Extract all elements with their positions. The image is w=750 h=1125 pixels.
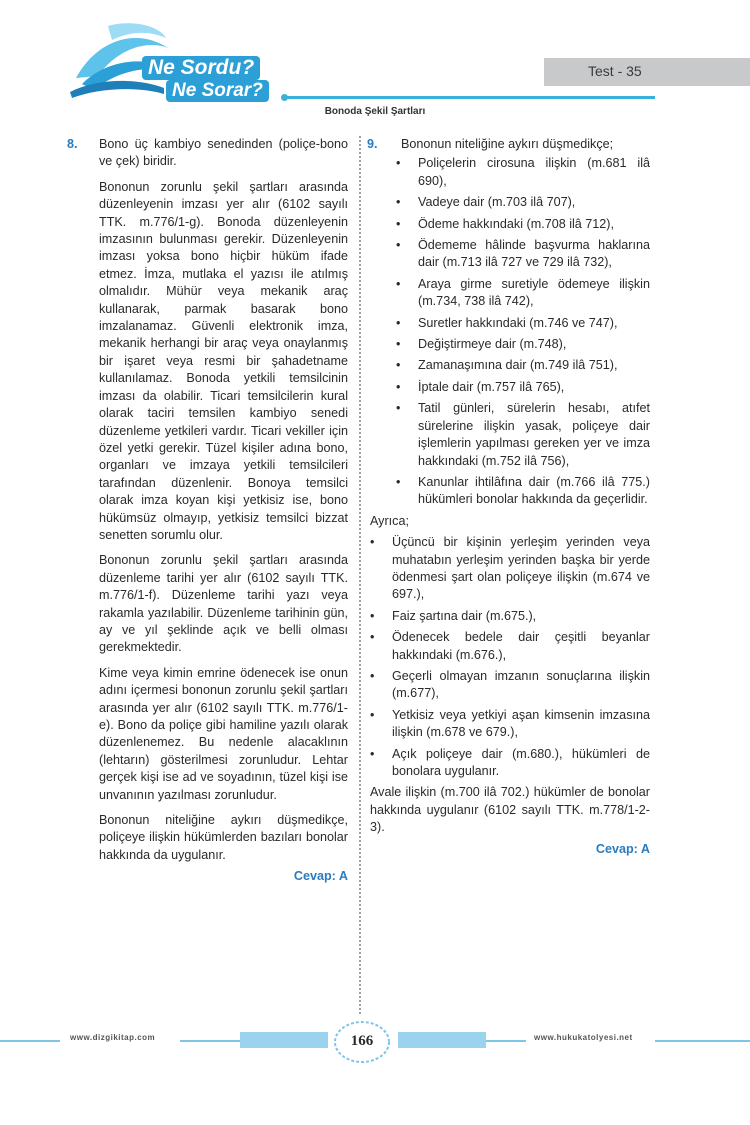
list-item: • Kanunlar ihtilâfına dair (m.766 ilâ 775.) hükümleri bonolar hakkında da geçerlidir.: [396, 474, 650, 507]
header-rule-dot: [281, 94, 288, 101]
question-intro: Bononun niteliğine aykırı düşmedikçe;: [401, 137, 614, 151]
list-item: • Ödememe hâlinde başvurma haklarına dair (m.713 ilâ 727 ve 729 ilâ 732),: [396, 238, 650, 270]
answer-label: Cevap: A: [595, 841, 650, 856]
footer-rule: [0, 1040, 60, 1042]
column-divider: [359, 136, 361, 1014]
list-item: • Açık poliçeye dair (m.680.), hükümleri de bonolara uygulanır.: [370, 746, 650, 778]
question-8: [67, 136, 348, 886]
paragraph: Bononun niteliğine aykırı düşmedikçe, poliçeye ilişkin hükümlerden bazıları bonolar hakkında da uygulanır.: [99, 813, 348, 862]
also-label: Ayrıca;: [370, 513, 409, 528]
list-item: • Faiz şartına dair (m.675.),: [370, 608, 537, 623]
list-item: • Ödenecek bedele dair çeşitli beyanlar hakkındaki (m.676.),: [370, 630, 650, 662]
question-9: [367, 136, 650, 858]
paragraph: Bononun zorunlu şekil şartları arasında düzenleyenin imzası yer alır (6102 sayılı TTK. m.776/1-g). Bonoda düzenleyenin imzasının bulunması gerekir. Düzenleyenin imzası yoksa bono hiçbir hüküm ifade etmez. İmza, mutlaka el yazısı ile atılmış olmalıdır. Mühür veya mekanik araç kullanarak, parmak basarak bono imzalanamaz. Güvenli elektronik imza, mekanik herhangi bir araç veya onaylanmış bir işaret veya resmi bir şahadetname kullanılamaz. Bonoda yetkili temsilcinin imzası da olabilir. Ticari temsilcilerin kural olarak taciri temsilen kambiyo senedi düzenleme yetkileri vardır. Ticari vekiller için özel yetki gerekir. Tüzel kişiler adına bono, organları ve imzaya yetkili temsilcileri tarafından düzenlenir. Bonoya temsilci olarak imza koyan kişi yetkisiz ise, bono hükümsüz olmayıp, yetkisiz temsilci bizzat senetten sorumlu olur.: [99, 179, 348, 542]
list-item: • Poliçelerin cirosuna ilişkin (m.681 ilâ 690),: [396, 156, 650, 188]
test-label: Test - 35: [588, 63, 642, 79]
footer-band-right: [398, 1032, 486, 1048]
footer-rule: [486, 1040, 526, 1042]
list-item: • Vadeye dair (m.703 ilâ 707),: [396, 195, 576, 210]
list-item: • Suretler hakkındaki (m.746 ve 747),: [396, 315, 618, 330]
test-label-box: [544, 58, 750, 86]
list-item: • Geçerli olmayan imzanın sonuçlarına ilişkin (m.677),: [370, 668, 650, 701]
publisher-logo: [68, 18, 298, 108]
footer-band-left: [240, 1032, 328, 1048]
list-item: • Ödeme hakkındaki (m.708 ilâ 712),: [396, 216, 615, 231]
footer-left-url: www.dizgikitap.com: [70, 1033, 156, 1042]
paragraph: Bono üç kambiyo senedinden (poliçe-bono ve çek) biridir.: [99, 137, 348, 169]
list-item: • Yetkisiz veya yetkiyi aşan kimsenin imzasına ilişkin (m.678 ve 679.),: [370, 707, 650, 740]
footer-right-url: www.hukukatolyesi.net: [534, 1033, 633, 1042]
paragraph: Bononun zorunlu şekil şartları arasında düzenleme tarihi yer alır (6102 sayılı TTK. m.776/1-f). Düzenleme tarihi yazı veya rakamla yazılabilir. Düzenleme tarihinin gün, ay ve yıl şeklinde açık ve belli olması gerekmektedir.: [99, 553, 348, 655]
list-item: • Değiştirmeye dair (m.748),: [396, 337, 567, 352]
additional-article-list: [370, 534, 650, 780]
list-item: • Araya girme suretiyle ödemeye ilişkin (m.734, 738 ilâ 742),: [396, 276, 650, 309]
footer-rule: [180, 1040, 240, 1042]
list-item: • Tatil günleri, sürelerin hesabı, atıfet sürelerine ilişkin yasak, poliçeye dair işlemlerin yapılması gereken yer ve imza hakkındaki (m.752 ilâ 756),: [396, 401, 650, 468]
list-item: • Üçüncü bir kişinin yerleşim yerinden veya muhatabın yerleşim yerinden başka bir yerde ödenmesi şart olan poliçeye ilişkin (m.674 ve 697.),: [370, 535, 650, 602]
closing-paragraph: Avale ilişkin (m.700 ilâ 702.) hükümler de bonolar hakkında uygulanır (6102 sayılı TTK. m.778/1-2-3).: [370, 785, 650, 835]
page-number: 166: [350, 1033, 374, 1049]
article-list: [370, 155, 650, 508]
footer-rule: [655, 1040, 750, 1042]
logo-text-line1: Ne Sordu?: [142, 56, 260, 80]
header-rule: [283, 96, 655, 99]
paragraph: Kime veya kimin emrine ödenecek ise onun adını içermesi bononun zorunlu şekil şartları arasında yer alır (6102 sayılı TTK. m.776/1-e). Bono da poliçe gibi hamiline yazılı olarak düzenlenemez. Bu nedenle alacaklının (lehtarın) gösterilmesi zorunludur. Lehtar gerçek kişi ise ad ve soyadının, tüzel kişi ise unvanının yazılması zorunludur.: [99, 665, 348, 802]
logo-text-line2: Ne Sorar?: [166, 80, 269, 102]
question-number: 8.: [67, 137, 78, 151]
list-item: • Zamanaşımına dair (m.749 ilâ 751),: [396, 358, 618, 373]
list-item: • İptale dair (m.757 ilâ 765),: [396, 379, 565, 394]
answer-label: Cevap: A: [293, 869, 348, 884]
page-subtitle: Bonoda Şekil Şartları: [324, 106, 426, 117]
question-number: 9.: [367, 137, 378, 151]
